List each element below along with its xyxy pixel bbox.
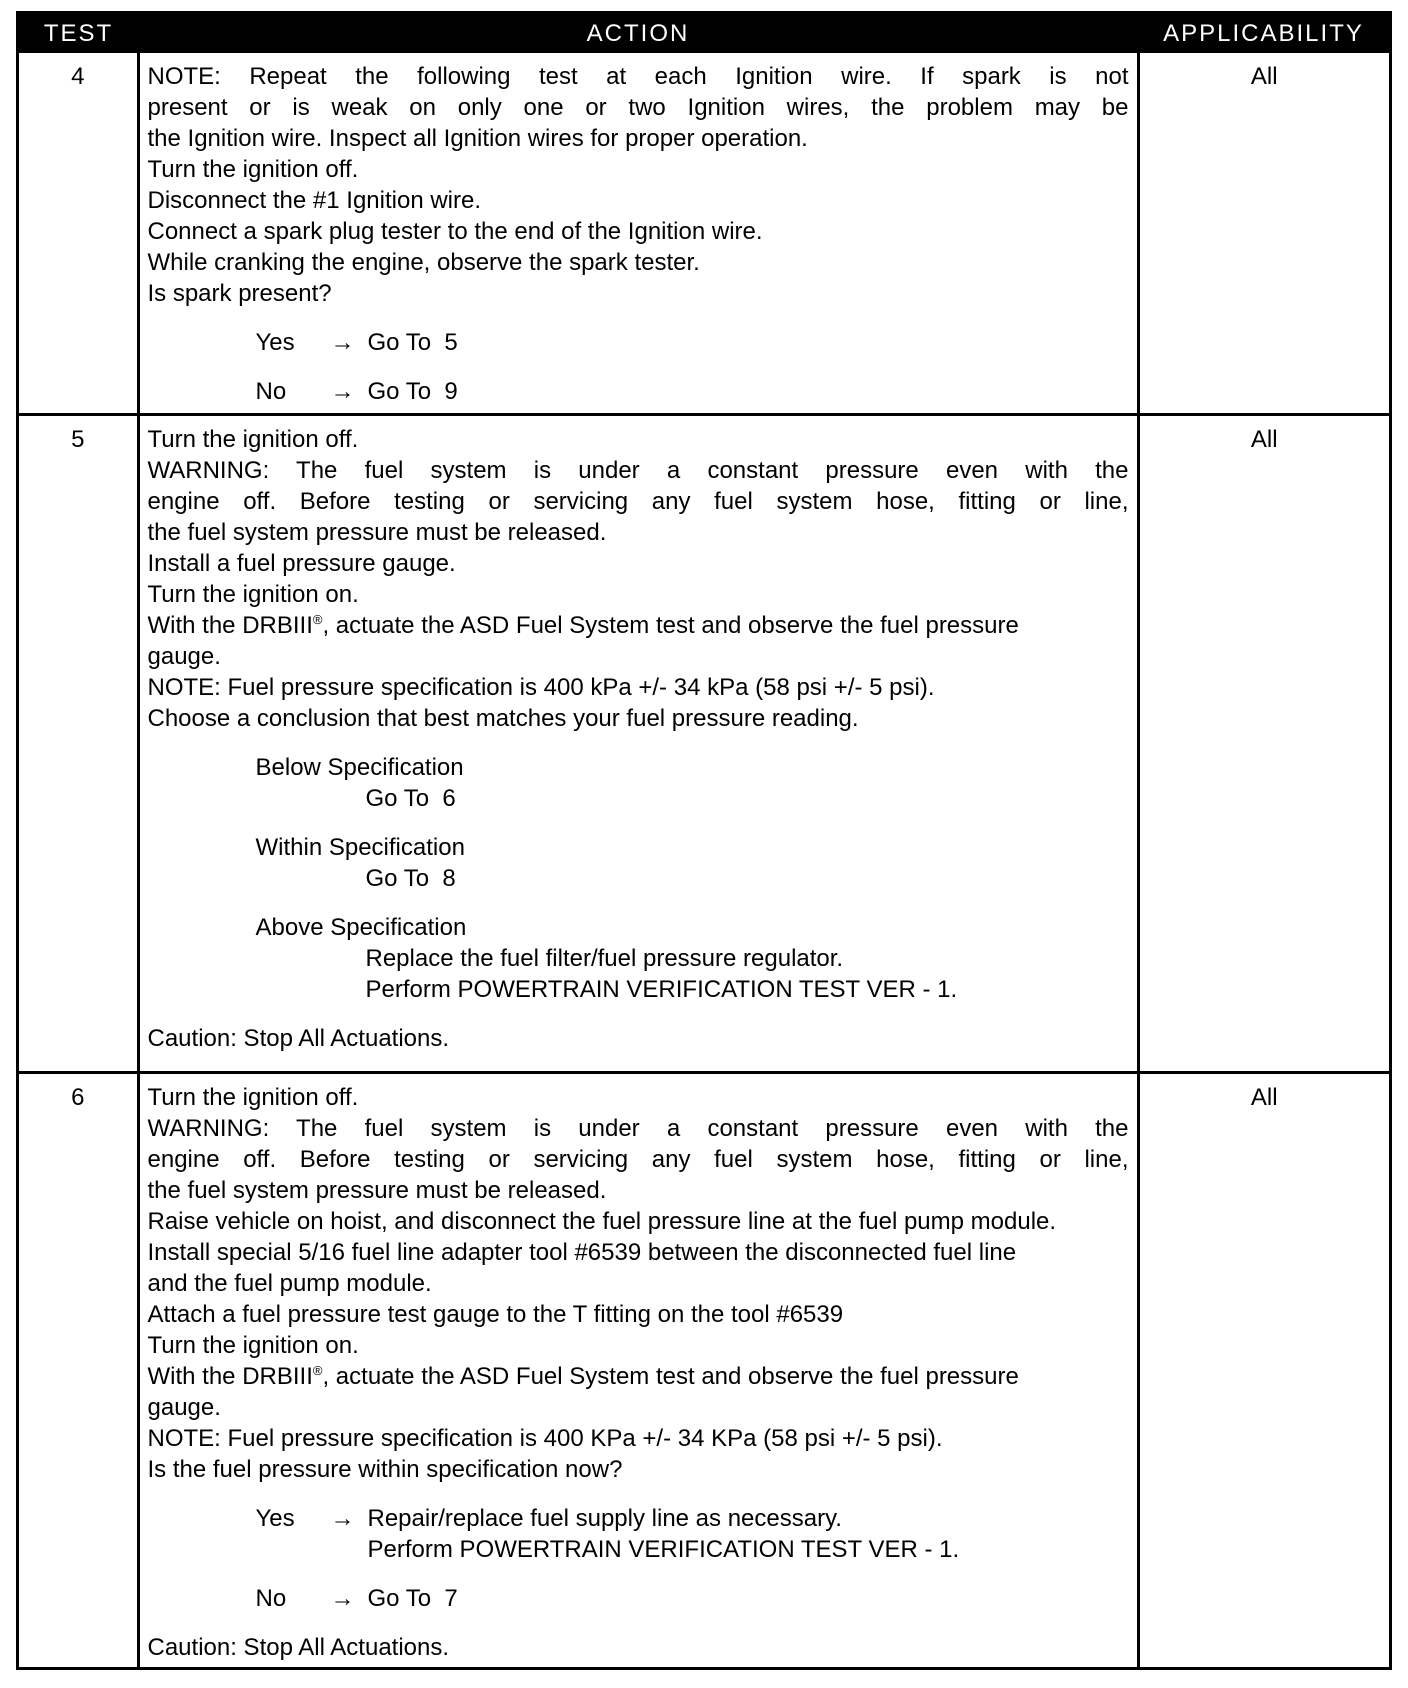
conclusion-result: Replace the fuel filter/fuel pressure regulator. bbox=[365, 945, 844, 972]
action-line: and the fuel pump module. bbox=[147, 1270, 432, 1297]
action-cell bbox=[138, 53, 1138, 415]
answer-result-line: Repair/replace fuel supply line as necessary. bbox=[367, 1505, 842, 1532]
header-applicability: APPLICABILITY bbox=[1138, 14, 1389, 53]
applicability-value: All bbox=[1138, 53, 1389, 415]
answer-yes bbox=[148, 327, 1129, 358]
table-row-test-4 bbox=[19, 53, 1389, 415]
action-line: Disconnect the #1 Ignition wire. bbox=[147, 187, 482, 214]
action-line: the Ignition wire. Inspect all Ignition wires for proper operation. bbox=[147, 125, 808, 152]
action-cell bbox=[138, 1073, 1138, 1670]
answer-result bbox=[368, 1583, 1129, 1614]
answer-result: Go To 5 bbox=[367, 329, 458, 356]
action-line: Is the fuel pressure within specification now? bbox=[147, 1456, 623, 1483]
action-line: present or is weak on only one or two Ignition wires, the problem may be bbox=[147, 94, 1129, 121]
answer-label: Yes bbox=[255, 1505, 295, 1532]
table-header-row bbox=[19, 14, 1389, 53]
action-line-drb: With the DRBIII®, actuate the ASD Fuel System test and observe the fuel pressure bbox=[147, 612, 1019, 639]
arrow-right-icon: → bbox=[330, 1505, 355, 1532]
conclusion-result: Perform POWERTRAIN VERIFICATION TEST VER - 1. bbox=[365, 976, 958, 1003]
conclusion-result: Go To 6 bbox=[365, 785, 456, 812]
action-line: the fuel system pressure must be released. bbox=[147, 519, 607, 546]
action-line: Turn the ignition off. bbox=[147, 1084, 359, 1111]
action-cell bbox=[138, 415, 1138, 1073]
test-table bbox=[19, 14, 1389, 1669]
action-line: Connect a spark plug tester to the end of the Ignition wire. bbox=[147, 218, 763, 245]
note-line: NOTE: Fuel pressure specification is 400 KPa +/- 34 KPa (58 psi +/- 5 psi). bbox=[147, 1425, 943, 1452]
action-line: Raise vehicle on hoist, and disconnect the fuel pressure line at the fuel pump module. bbox=[147, 1208, 1057, 1235]
action-line-drb: With the DRBIII®, actuate the ASD Fuel System test and observe the fuel pressure bbox=[147, 1363, 1019, 1390]
caution-line: Caution: Stop All Actuations. bbox=[147, 1025, 450, 1052]
applicability-value: All bbox=[1138, 1073, 1389, 1670]
answer-result: Go To 9 bbox=[367, 378, 458, 405]
action-line: Turn the ignition off. bbox=[147, 156, 359, 183]
answer-label: No bbox=[255, 378, 287, 405]
conclusion-label: Above Specification bbox=[255, 914, 467, 941]
action-line: Turn the ignition off. bbox=[147, 426, 359, 453]
test-number: 4 bbox=[19, 53, 138, 415]
arrow-right-icon: → bbox=[330, 329, 355, 356]
note-line: NOTE: Fuel pressure specification is 400 kPa +/- 34 kPa (58 psi +/- 5 psi). bbox=[147, 674, 935, 701]
arrow-right-icon: → bbox=[330, 378, 355, 405]
action-line: Is spark present? bbox=[147, 280, 332, 307]
conclusion-label: Below Specification bbox=[255, 754, 464, 781]
action-line: Turn the ignition on. bbox=[147, 1332, 359, 1359]
answer-result-line: Perform POWERTRAIN VERIFICATION TEST VER - 1. bbox=[367, 1536, 960, 1563]
warning-line: engine off. Before testing or servicing any fuel system hose, fitting or line, bbox=[147, 488, 1129, 515]
diagnostic-test-table bbox=[16, 11, 1392, 1670]
action-line: gauge. bbox=[147, 1394, 221, 1421]
action-line: While cranking the engine, observe the spark tester. bbox=[147, 249, 700, 276]
test-number: 6 bbox=[19, 1073, 138, 1670]
answer-label: No bbox=[255, 1585, 287, 1612]
action-line: Install a fuel pressure gauge. bbox=[147, 550, 456, 577]
answer-result-line: Go To 7 bbox=[367, 1585, 458, 1612]
answer-no bbox=[148, 1583, 1129, 1614]
applicability-value: All bbox=[1138, 415, 1389, 1073]
header-test: TEST bbox=[19, 14, 138, 53]
warning-line: engine off. Before testing or servicing any fuel system hose, fitting or line, bbox=[147, 1146, 1129, 1173]
action-line: gauge. bbox=[147, 643, 221, 670]
answer-result bbox=[368, 1503, 1129, 1565]
arrow-right-icon: → bbox=[330, 1585, 355, 1612]
header-action: ACTION bbox=[138, 14, 1138, 53]
answer-no bbox=[148, 376, 1129, 407]
answer-label: Yes bbox=[255, 329, 295, 356]
table-row-test-5 bbox=[19, 415, 1389, 1073]
table-row-test-6 bbox=[19, 1073, 1389, 1670]
conclusion-label: Within Specification bbox=[255, 834, 465, 861]
action-line: the fuel system pressure must be released. bbox=[147, 1177, 607, 1204]
action-line: Attach a fuel pressure test gauge to the T fitting on the tool #6539 bbox=[147, 1301, 844, 1328]
warning-line: WARNING: The fuel system is under a constant pressure even with the bbox=[147, 1115, 1129, 1142]
action-line: Turn the ignition on. bbox=[147, 581, 359, 608]
action-line: Install special 5/16 fuel line adapter tool #6539 between the disconnected fuel line bbox=[147, 1239, 1017, 1266]
action-line: Choose a conclusion that best matches your fuel pressure reading. bbox=[147, 705, 859, 732]
conclusion-result: Go To 8 bbox=[365, 865, 456, 892]
test-number: 5 bbox=[19, 415, 138, 1073]
action-line: NOTE: Repeat the following test at each Ignition wire. If spark is not bbox=[147, 63, 1129, 90]
warning-line: WARNING: The fuel system is under a constant pressure even with the bbox=[147, 457, 1129, 484]
caution-line: Caution: Stop All Actuations. bbox=[147, 1634, 450, 1661]
answer-yes bbox=[148, 1503, 1129, 1565]
